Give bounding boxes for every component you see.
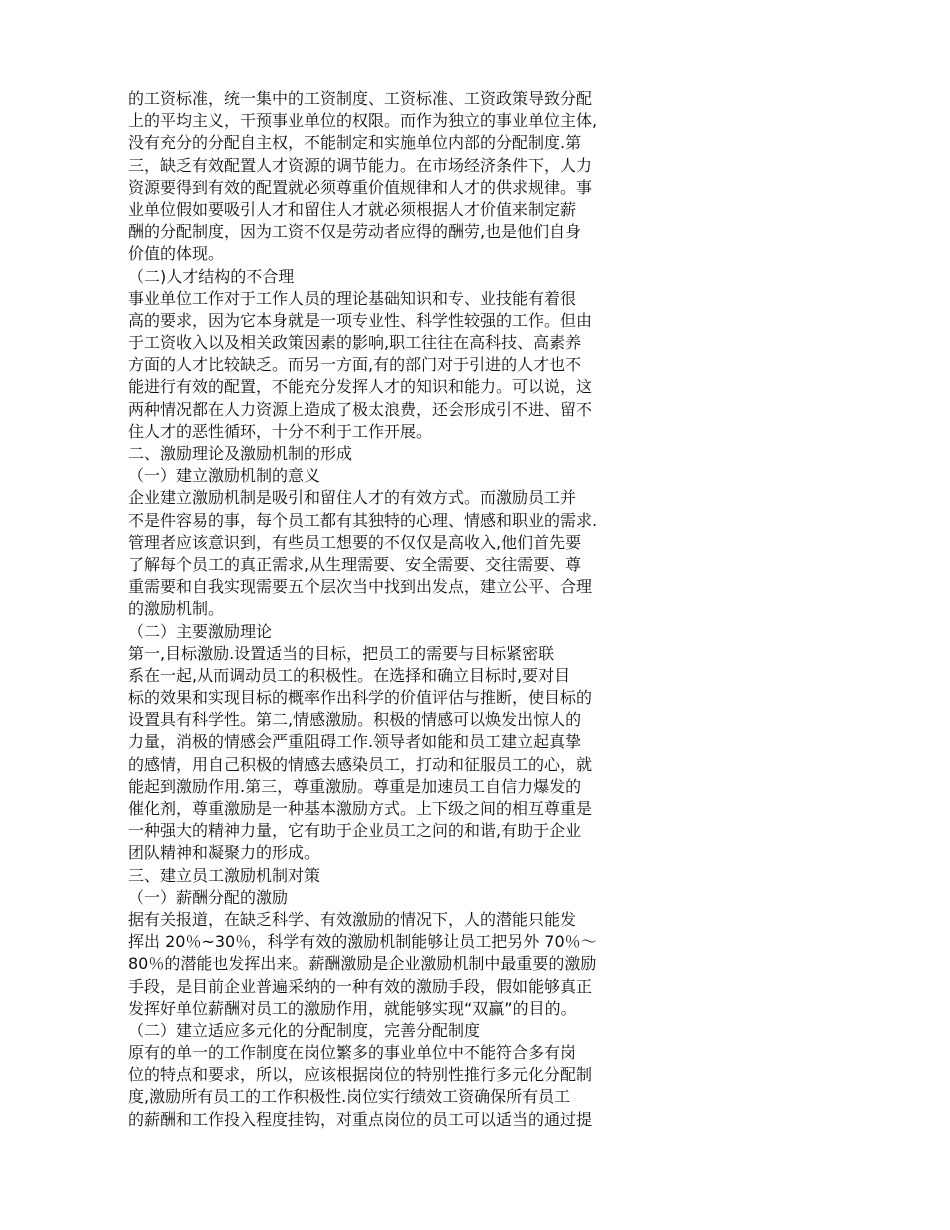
- text-line: 了解每个员工的真正需求,从生理需要、安全需要、交往需要、尊: [128, 554, 582, 574]
- text-line: 能起到激励作用.第三，尊重激励。尊重是加速员工自信力爆发的: [128, 776, 582, 796]
- text-line: 价值的体现。: [128, 244, 225, 264]
- text-line: 住人才的恶性循环，十分不利于工作开展。: [128, 421, 433, 441]
- text-line: 能进行有效的配置，不能充分发挥人才的知识和能力。可以说，这: [128, 377, 593, 397]
- text-line: 80％的潜能也发挥出来。薪酬激励是企业激励机制中最重要的激励: [128, 954, 597, 974]
- text-line: 手段，是目前企业普遍采纳的一种有效的激励手段，假如能够真正: [128, 976, 593, 996]
- text-line: 酬的分配制度，因为工资不仅是劳动者应得的酬劳,也是他们自身: [128, 222, 582, 242]
- chapter-heading: 三、建立员工激励机制对策: [128, 865, 321, 885]
- text-line: 一种强大的精神力量，它有助于企业员工之问的和谐,有助于企业: [128, 821, 582, 841]
- document-body: [128, 88, 608, 1131]
- text-line: 力量，消极的情感会严重阻碍工作.领导者如能和员工建立起真挚: [128, 732, 582, 752]
- chapter-heading: 二、激励理论及激励机制的形成: [128, 444, 353, 463]
- text-line: 标的效果和实现目标的概率作出科学的价值评估与推断，使目标的: [128, 688, 593, 708]
- text-line: 两种情况都在人力资源上造成了极太浪费，还会形成引不进、留不: [128, 399, 593, 419]
- section-heading: （二）主要激励理论: [128, 621, 273, 641]
- text-line: 的感情，用自己积极的情感去感染员工，打动和征服员工的心，就: [128, 754, 593, 774]
- text-line: 上的平均主义，干预事业单位的权限。而作为独立的事业单位主体,: [128, 111, 598, 131]
- section-heading: （二）建立适应多元化的分配制度，完善分配制度: [128, 1020, 481, 1040]
- section-heading: （一）薪酬分配的激励: [128, 887, 289, 907]
- text-line: 事业单位工作对于工作人员的理论基础知识和专、业技能有着很: [128, 288, 577, 308]
- text-line: 据有关报道，在缺乏科学、有效激励的情况下，人的潜能只能发: [128, 909, 577, 929]
- text-line: 度,激励所有员工的工作积极性.岗位实行绩效工资确保所有员工: [128, 1087, 571, 1107]
- text-line: 企业建立激励机制是吸引和留住人才的有效方式。而激励员工并: [128, 488, 577, 508]
- text-line: 原有的单一的工作制度在岗位繁多的事业单位中不能符合多有岗: [128, 1043, 577, 1063]
- text-line: 三，缺乏有效配置人才资源的调节能力。在市场经济条件下，人力: [128, 155, 593, 175]
- text-line: 催化剂，尊重激励是一种基本激励方式。上下级之间的相互尊重是: [128, 799, 593, 818]
- text-line: 的薪酬和工作投入程度挂钩，对重点岗位的员工可以适当的通过提: [128, 1109, 593, 1129]
- text-line: 挥出 20％~30％，科学有效的激励机制能够让员工把另外 70％～: [128, 932, 597, 952]
- text-line: 没有充分的分配自主权，不能制定和实施单位内部的分配制度.第: [128, 133, 582, 153]
- text-line: 设置具有科学性。第二,情感激励。积极的情感可以焕发出惊人的: [128, 710, 582, 730]
- text-line: 管理者应该意识到，有些员工想要的不仅仅是高收入,他们首先要: [128, 532, 582, 552]
- text-line: 资源要得到有效的配置就必须尊重价值规律和人才的供求规律。事: [128, 177, 593, 197]
- text-line: 团队精神和凝聚力的形成。: [128, 843, 321, 863]
- text-line: 重需要和自我实现需要五个层次当中找到出发点，建立公平、合理: [128, 577, 593, 597]
- section-heading: （二)人才结构的不合理: [128, 266, 295, 286]
- text-line: 于工资收入以及相关政策因素的影响,职工往往在高科技、高素养: [128, 333, 582, 353]
- section-heading: （一）建立激励机制的意义: [128, 466, 321, 486]
- text-line: 的激励机制。: [128, 599, 225, 619]
- text-line: 高的要求，因为它本身就是一项专业性、科学性较强的工作。但由: [128, 310, 593, 330]
- text-line: 的工资标准，统一集中的工资制度、工资标准、工资政策导致分配: [128, 89, 593, 108]
- text-line: 业单位假如要吸引人才和留住人才就必须根据人才价值来制定薪: [128, 199, 577, 219]
- text-line: 第一,目标激励.设置适当的目标，把员工的需要与目标紧密联: [128, 643, 555, 663]
- text-line: 不是件容易的事，每个员工都有其独特的心理、情感和职业的需求.: [128, 510, 598, 530]
- text-line: 系在一起,从而调动员工的积极性。在选择和确立目标时,要对目: [128, 665, 571, 685]
- text-line: 发挥好单位薪酬对员工的激励作用，就能够实现“双赢”的目的。: [128, 998, 577, 1018]
- text-line: 位的特点和要求，所以，应该根据岗位的特别性推行多元化分配制: [128, 1065, 593, 1085]
- text-line: 方面的人才比较缺乏。而另一方面,有的部门对于引进的人才也不: [128, 355, 582, 375]
